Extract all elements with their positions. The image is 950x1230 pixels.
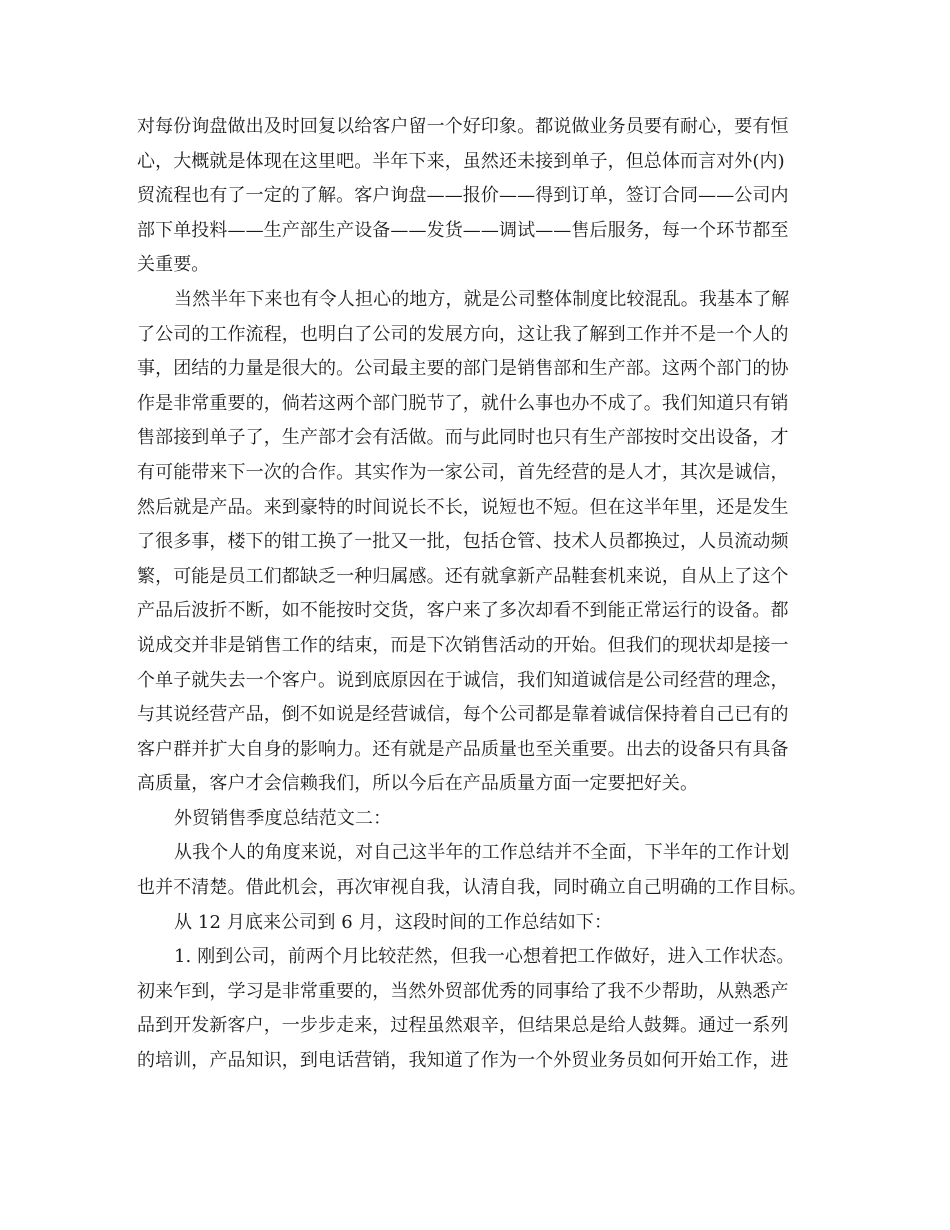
- text-line: 与其说经营产品，倒不如说是经营诚信，每个公司都是靠着诚信保持着自己已有的: [137, 704, 789, 726]
- paragraph-start-line: 从 12 月底来公司到 6 月，这段时间的工作总结如下：: [174, 911, 613, 933]
- text-line: 高质量，客户才会信赖我们，所以今后在产品质量方面一定要把好关。: [137, 773, 699, 795]
- text-line: 售部接到单子了，生产部才会有活做。而与此同时也只有生产部按时交出设备，才: [137, 427, 789, 449]
- text-line: 然后就是产品。来到豪特的时间说长不长，说短也不短。但在这半年里，还是发生: [137, 496, 789, 518]
- text-line: 有可能带来下一次的合作。其实作为一家公司，首先经营的是人才，其次是诚信，: [137, 461, 789, 483]
- text-line: 了很多事，楼下的钳工换了一批又一批，包括仓管、技术人员都换过，人员流动频: [137, 531, 789, 553]
- text-line: 个单子就失去一个客户。说到底原因在于诚信，我们知道诚信是公司经营的理念，: [137, 669, 789, 691]
- text-line: 初来乍到，学习是非常重要的，当然外贸部优秀的同事给了我不少帮助，从熟悉产: [137, 980, 789, 1002]
- text-line: 说成交并非是销售工作的结束，而是下次销售活动的开始。但我们的现状却是接一: [137, 634, 789, 656]
- text-line: 繁，可能是员工们都缺乏一种归属感。还有就拿新产品鞋套机来说，自从上了这个: [137, 565, 789, 587]
- text-line: 了公司的工作流程，也明白了公司的发展方向，这让我了解到工作并不是一个人的: [137, 323, 789, 345]
- text-line: 产品后波折不断，如不能按时交货，客户来了多次却看不到能正常运行的设备。都: [137, 600, 789, 622]
- text-line: 事，团结的力量是很大的。公司最主要的部门是销售部和生产部。这两个部门的协: [137, 358, 789, 380]
- text-line: 关重要。: [137, 254, 210, 276]
- text-line: 的培训，产品知识，到电话营销，我知道了作为一个外贸业务员如何开始工作，进: [137, 1050, 789, 1072]
- text-line: 作是非常重要的，倘若这两个部门脱节了，就什么事也办不成了。我们知道只有销: [137, 392, 789, 414]
- paragraph-start-line: 从我个人的角度来说，对自己这半年的工作总结并不全面，下半年的工作计划: [174, 842, 790, 864]
- text-line: 对每份询盘做出及时回复以给客户留一个好印象。都说做业务员要有耐心，要有恒: [137, 116, 789, 137]
- text-line: 贸流程也有了一定的了解。客户询盘——报价——得到订单，签订合同——公司内: [137, 185, 789, 207]
- document-body: [137, 110, 817, 1079]
- text-line: 部下单投料——生产部生产设备——发货——调试——售后服务，每一个环节都至: [137, 219, 789, 241]
- text-line: 品到开发新客户，一步步走来，过程虽然艰辛，但结果总是给人鼓舞。通过一系列: [137, 1015, 789, 1037]
- section-heading: 外贸销售季度总结范文二：: [174, 807, 392, 829]
- paragraph-start-line: 当然半年下来也有令人担心的地方，就是公司整体制度比较混乱。我基本了解: [174, 288, 790, 310]
- list-item-start-line: 1. 刚到公司，前两个月比较茫然，但我一心想着把工作做好，进入工作状态。: [174, 946, 795, 968]
- text-line: 客户群并扩大自身的影响力。还有就是产品质量也至关重要。出去的设备只有具备: [137, 738, 789, 760]
- text-line: 也并不清楚。借此机会，再次审视自我，认清自我，同时确立自己明确的工作目标。: [137, 877, 807, 899]
- text-line: 心，大概就是体现在这里吧。半年下来，虽然还未接到单子，但总体而言对外(内): [137, 150, 785, 172]
